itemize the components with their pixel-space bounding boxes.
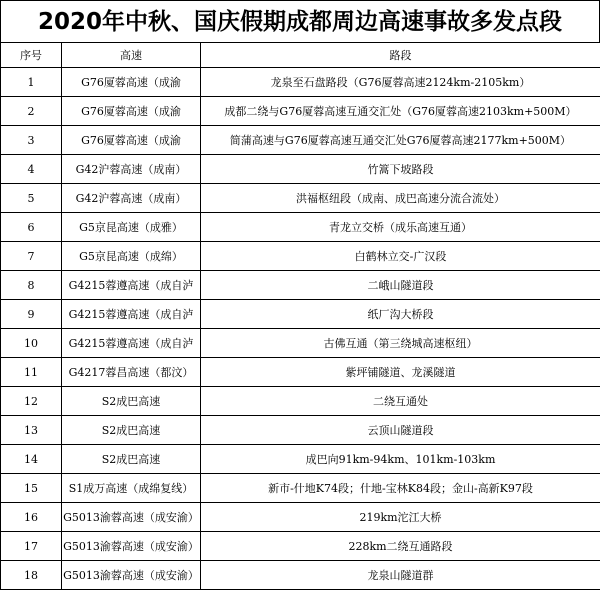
row-index-cell: 15	[1, 474, 62, 503]
table-row	[1, 97, 600, 126]
row-index-cell: 9	[1, 300, 62, 329]
row-segment-cell: 纸厂沟大桥段	[201, 300, 600, 329]
row-index-cell: 12	[1, 387, 62, 416]
row-index-cell: 18	[1, 561, 62, 590]
column-header-index: 序号	[1, 43, 62, 68]
column-header-segment: 路段	[201, 43, 600, 68]
row-segment-cell: 紫坪铺隧道、龙溪隧道	[201, 358, 600, 387]
document-title: 2020年中秋、国庆假期成都周边高速事故多发点段	[0, 0, 600, 42]
row-index-cell: 17	[1, 532, 62, 561]
row-segment-cell: 二峨山隧道段	[201, 271, 600, 300]
row-index-cell: 3	[1, 126, 62, 155]
table-row	[1, 532, 600, 561]
row-index-cell: 8	[1, 271, 62, 300]
row-index-cell: 6	[1, 213, 62, 242]
row-segment-cell: 简蒲高速与G76厦蓉高速互通交汇处G76厦蓉高速2177km+500M）	[201, 126, 600, 155]
row-highway-cell: S2成巴高速	[62, 416, 201, 445]
row-index-cell: 4	[1, 155, 62, 184]
row-highway-cell: G5013渝蓉高速（成安渝）	[62, 503, 201, 532]
row-index-cell: 2	[1, 97, 62, 126]
table-row	[1, 416, 600, 445]
row-highway-cell: G5013渝蓉高速（成安渝）	[62, 561, 201, 590]
row-index-cell: 1	[1, 68, 62, 97]
row-highway-cell: S2成巴高速	[62, 445, 201, 474]
row-index-cell: 11	[1, 358, 62, 387]
row-segment-cell: 228km二绕互通路段	[201, 532, 600, 561]
table-row	[1, 271, 600, 300]
row-segment-cell: 二绕互通处	[201, 387, 600, 416]
row-highway-cell: G42沪蓉高速（成南）	[62, 155, 201, 184]
table-row	[1, 358, 600, 387]
row-index-cell: 16	[1, 503, 62, 532]
row-highway-cell: G4215蓉遵高速（成自泸	[62, 329, 201, 358]
column-header-highway: 高速	[62, 43, 201, 68]
row-index-cell: 5	[1, 184, 62, 213]
row-highway-cell: S2成巴高速	[62, 387, 201, 416]
table-row	[1, 126, 600, 155]
row-index-cell: 13	[1, 416, 62, 445]
accident-table	[0, 42, 600, 590]
row-segment-cell: 白鹤林立交-广汉段	[201, 242, 600, 271]
row-highway-cell: G4217蓉昌高速（都汶）	[62, 358, 201, 387]
row-highway-cell: S1成万高速（成绵复线）	[62, 474, 201, 503]
table-row	[1, 474, 600, 503]
table-row	[1, 503, 600, 532]
row-index-cell: 14	[1, 445, 62, 474]
row-index-cell: 10	[1, 329, 62, 358]
table-row	[1, 445, 600, 474]
row-highway-cell: G5京昆高速（成雅）	[62, 213, 201, 242]
row-highway-cell: G42沪蓉高速（成南）	[62, 184, 201, 213]
row-segment-cell: 龙泉山隧道群	[201, 561, 600, 590]
row-segment-cell: 洪福枢纽段（成南、成巴高速分流合流处）	[201, 184, 600, 213]
table-row	[1, 561, 600, 590]
row-highway-cell: G4215蓉遵高速（成自泸	[62, 271, 201, 300]
table-row	[1, 155, 600, 184]
row-segment-cell: 古佛互通（第三绕城高速枢纽）	[201, 329, 600, 358]
row-highway-cell: G5013渝蓉高速（成安渝）	[62, 532, 201, 561]
table-row	[1, 387, 600, 416]
row-segment-cell: 竹篙下坡路段	[201, 155, 600, 184]
table-row	[1, 68, 600, 97]
table-row	[1, 329, 600, 358]
table-header-row	[1, 43, 600, 68]
table-row	[1, 213, 600, 242]
row-highway-cell: G76厦蓉高速（成渝	[62, 126, 201, 155]
row-segment-cell: 219km沱江大桥	[201, 503, 600, 532]
table-row	[1, 184, 600, 213]
row-segment-cell: 新市-什地K74段；什地-宝林K84段；金山-高新K97段	[201, 474, 600, 503]
row-segment-cell: 青龙立交桥（成乐高速互通）	[201, 213, 600, 242]
row-highway-cell: G76厦蓉高速（成渝	[62, 68, 201, 97]
row-highway-cell: G5京昆高速（成绵）	[62, 242, 201, 271]
table-row	[1, 242, 600, 271]
row-segment-cell: 成都二绕与G76厦蓉高速互通交汇处（G76厦蓉高速2103km+500M）	[201, 97, 600, 126]
row-highway-cell: G76厦蓉高速（成渝	[62, 97, 201, 126]
row-index-cell: 7	[1, 242, 62, 271]
row-segment-cell: 云顶山隧道段	[201, 416, 600, 445]
row-segment-cell: 成巴向91km-94km、101km-103km	[201, 445, 600, 474]
row-segment-cell: 龙泉至石盘路段（G76厦蓉高速2124km-2105km）	[201, 68, 600, 97]
row-highway-cell: G4215蓉遵高速（成自泸	[62, 300, 201, 329]
table-row	[1, 300, 600, 329]
